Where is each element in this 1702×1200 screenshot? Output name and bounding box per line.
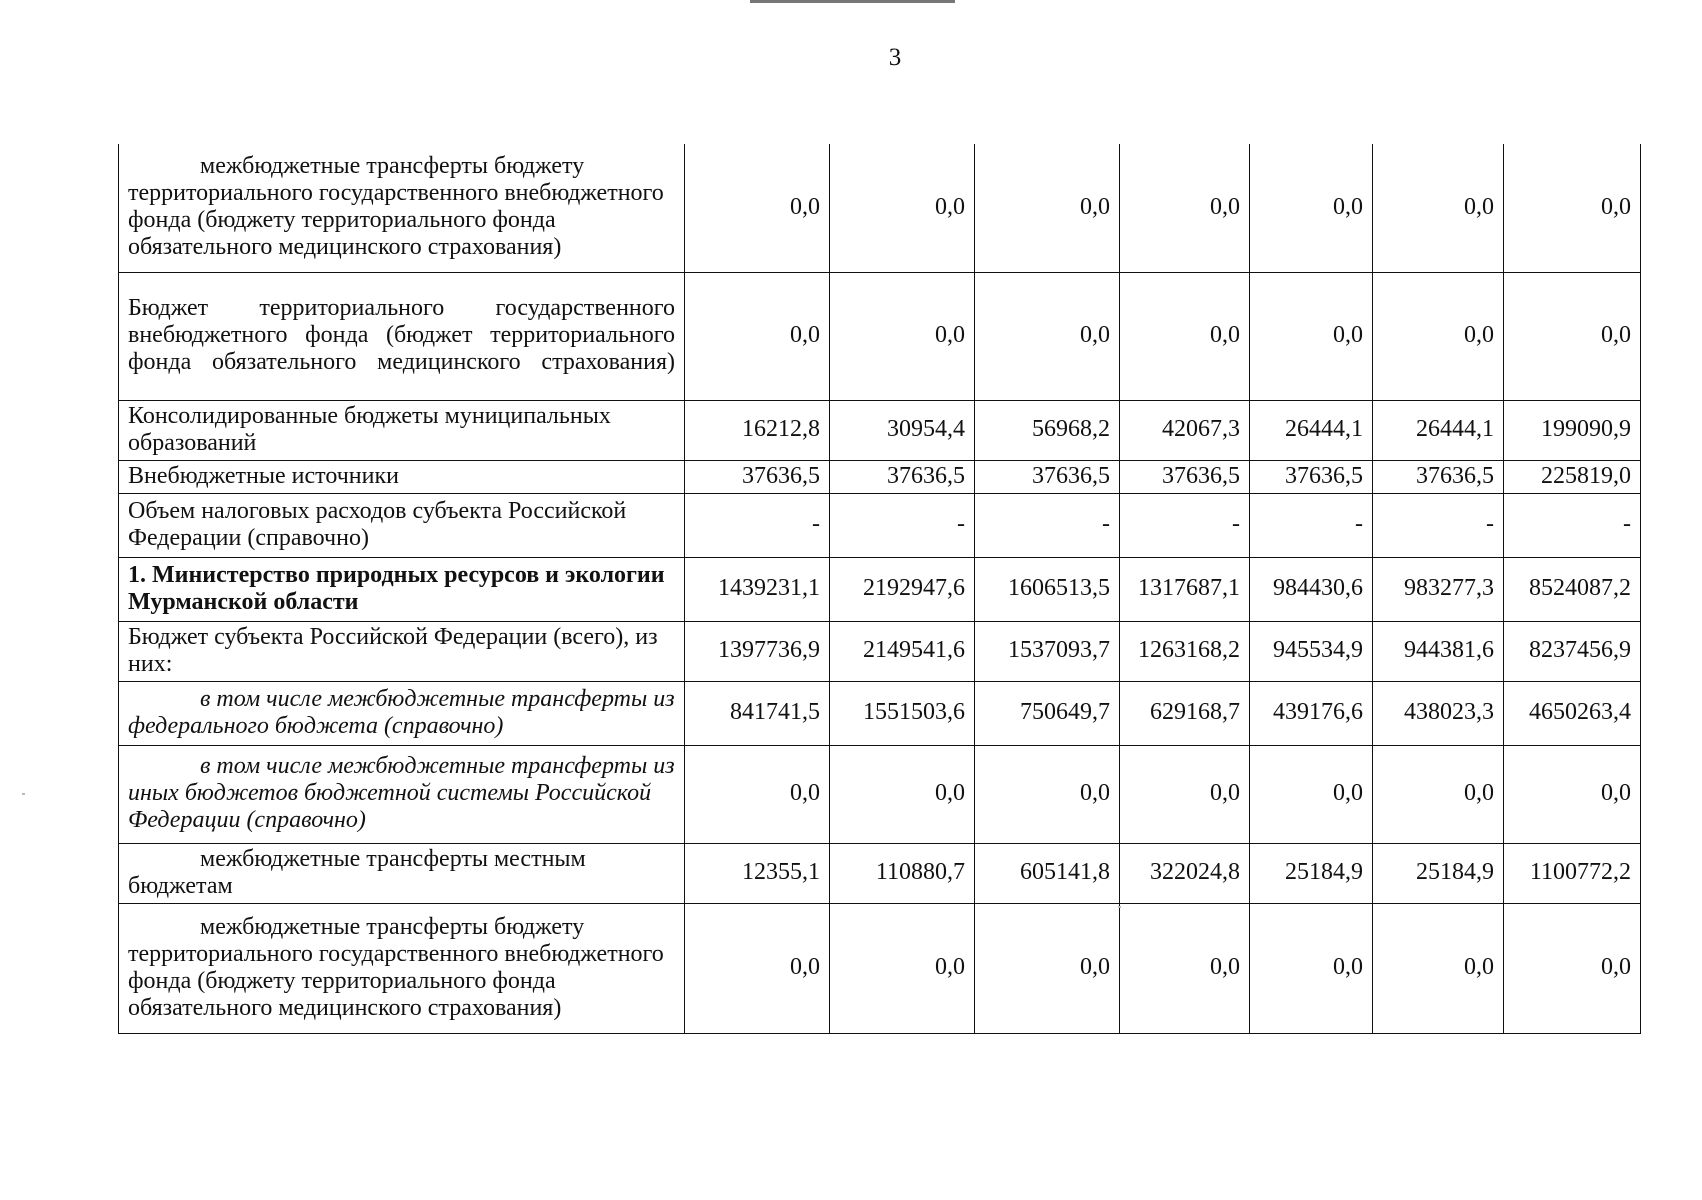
table-body xyxy=(119,144,1641,1033)
table-row xyxy=(119,460,1641,493)
value-cell: 2192947,6 xyxy=(830,557,975,621)
row-label: в том числе межбюджетные трансферты из иных бюджетов бюджетной системы Российской Федерации (справочно) xyxy=(119,745,685,843)
row-label: Консолидированные бюджеты муниципальных образований xyxy=(119,400,685,460)
value-cell: 26444,1 xyxy=(1250,400,1373,460)
row-label: Бюджет субъекта Российской Федерации (всего), из них: xyxy=(119,621,685,681)
value-cell: 0,0 xyxy=(1373,144,1504,272)
value-cell: 12355,1 xyxy=(685,843,830,903)
value-cell: 0,0 xyxy=(1120,272,1250,400)
table-row xyxy=(119,272,1641,400)
value-cell: 0,0 xyxy=(1373,272,1504,400)
value-cell: 25184,9 xyxy=(1250,843,1373,903)
value-cell: 0,0 xyxy=(1250,272,1373,400)
value-cell: 42067,3 xyxy=(1120,400,1250,460)
value-cell: 1397736,9 xyxy=(685,621,830,681)
value-cell: 37636,5 xyxy=(1120,460,1250,493)
row-label: межбюджетные трансферты бюджету территориального государственного внебюджетного фонда (бюджету территориального фонда обязательного медицинского страхования) xyxy=(119,903,685,1033)
row-label: Объем налоговых расходов субъекта Российской Федерации (справочно) xyxy=(119,493,685,557)
value-cell: 0,0 xyxy=(685,745,830,843)
table-row xyxy=(119,681,1641,745)
value-cell: 16212,8 xyxy=(685,400,830,460)
value-cell: 0,0 xyxy=(1504,745,1641,843)
value-cell: - xyxy=(1250,493,1373,557)
value-cell: 0,0 xyxy=(1250,745,1373,843)
value-cell: 0,0 xyxy=(685,903,830,1033)
value-cell: 0,0 xyxy=(1373,745,1504,843)
value-cell: 56968,2 xyxy=(975,400,1120,460)
value-cell: 37636,5 xyxy=(975,460,1120,493)
value-cell: - xyxy=(685,493,830,557)
value-cell: 8524087,2 xyxy=(1504,557,1641,621)
value-cell: 0,0 xyxy=(1120,144,1250,272)
value-cell: 1439231,1 xyxy=(685,557,830,621)
value-cell: - xyxy=(975,493,1120,557)
value-cell: 1263168,2 xyxy=(1120,621,1250,681)
value-cell: 983277,3 xyxy=(1373,557,1504,621)
table-row xyxy=(119,745,1641,843)
row-label: межбюджетные трансферты бюджету территориального государственного внебюджетного фонда (бюджету территориального фонда обязательного медицинского страхования) xyxy=(119,144,685,272)
value-cell: 0,0 xyxy=(1373,903,1504,1033)
page-number: 3 xyxy=(888,44,902,71)
value-cell: 0,0 xyxy=(1504,144,1641,272)
value-cell: - xyxy=(830,493,975,557)
row-label: в том числе межбюджетные трансферты из федерального бюджета (справочно) xyxy=(119,681,685,745)
value-cell: - xyxy=(1373,493,1504,557)
value-cell: 322024,8 xyxy=(1120,843,1250,903)
value-cell: 629168,7 xyxy=(1120,681,1250,745)
value-cell: 30954,4 xyxy=(830,400,975,460)
row-label: 1. Министерство природных ресурсов и экологии Мурманской области xyxy=(119,557,685,621)
value-cell: 37636,5 xyxy=(830,460,975,493)
row-label: Бюджет территориального государственного внебюджетного фонда (бюджет территориального фонда обязательного медицинского страхования) xyxy=(119,272,685,400)
value-cell: 4650263,4 xyxy=(1504,681,1641,745)
value-cell: 0,0 xyxy=(1250,144,1373,272)
value-cell: 0,0 xyxy=(830,272,975,400)
value-cell: 841741,5 xyxy=(685,681,830,745)
value-cell: 110880,7 xyxy=(830,843,975,903)
value-cell: 945534,9 xyxy=(1250,621,1373,681)
value-cell: 37636,5 xyxy=(1373,460,1504,493)
value-cell: 439176,6 xyxy=(1250,681,1373,745)
value-cell: 8237456,9 xyxy=(1504,621,1641,681)
value-cell: 225819,0 xyxy=(1504,460,1641,493)
row-label: межбюджетные трансферты местным бюджетам xyxy=(119,843,685,903)
row-label: Внебюджетные источники xyxy=(119,460,685,493)
value-cell: 0,0 xyxy=(1504,272,1641,400)
value-cell: 0,0 xyxy=(975,745,1120,843)
value-cell: 438023,3 xyxy=(1373,681,1504,745)
scan-speck xyxy=(22,793,25,795)
value-cell: 0,0 xyxy=(685,144,830,272)
value-cell: 1100772,2 xyxy=(1504,843,1641,903)
table-row xyxy=(119,493,1641,557)
table-row xyxy=(119,903,1641,1033)
value-cell: 199090,9 xyxy=(1504,400,1641,460)
value-cell: 37636,5 xyxy=(1250,460,1373,493)
value-cell: 1606513,5 xyxy=(975,557,1120,621)
value-cell: 0,0 xyxy=(830,745,975,843)
value-cell: 0,0 xyxy=(1504,903,1641,1033)
value-cell: 37636,5 xyxy=(685,460,830,493)
value-cell: 984430,6 xyxy=(1250,557,1373,621)
value-cell: 0,0 xyxy=(975,903,1120,1033)
value-cell: - xyxy=(1504,493,1641,557)
value-cell: 944381,6 xyxy=(1373,621,1504,681)
value-cell: 0,0 xyxy=(685,272,830,400)
value-cell: 25184,9 xyxy=(1373,843,1504,903)
value-cell: 26444,1 xyxy=(1373,400,1504,460)
value-cell: 0,0 xyxy=(1250,903,1373,1033)
table-row xyxy=(119,400,1641,460)
value-cell: 0,0 xyxy=(1120,745,1250,843)
value-cell: 1317687,1 xyxy=(1120,557,1250,621)
table-row xyxy=(119,144,1641,272)
value-cell: 750649,7 xyxy=(975,681,1120,745)
value-cell: 2149541,6 xyxy=(830,621,975,681)
value-cell: 605141,8 xyxy=(975,843,1120,903)
value-cell: 0,0 xyxy=(830,903,975,1033)
value-cell: - xyxy=(1120,493,1250,557)
value-cell: 0,0 xyxy=(830,144,975,272)
value-cell: 0,0 xyxy=(1120,903,1250,1033)
scan-speck xyxy=(1118,906,1121,908)
value-cell: 0,0 xyxy=(975,144,1120,272)
header-mark xyxy=(750,0,955,3)
budget-table xyxy=(118,144,1641,1034)
table-row xyxy=(119,843,1641,903)
table-row xyxy=(119,557,1641,621)
value-cell: 0,0 xyxy=(975,272,1120,400)
table-row xyxy=(119,621,1641,681)
value-cell: 1537093,7 xyxy=(975,621,1120,681)
value-cell: 1551503,6 xyxy=(830,681,975,745)
